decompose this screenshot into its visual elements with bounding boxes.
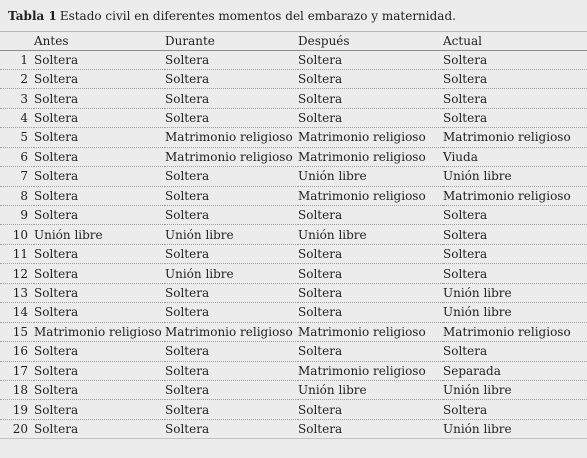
table-row bbox=[0, 400, 587, 419]
table-row bbox=[0, 89, 587, 108]
cell-despues: Soltera bbox=[298, 50, 443, 69]
cell-antes: Soltera bbox=[34, 244, 165, 263]
cell-antes: Soltera bbox=[34, 342, 165, 361]
table-row bbox=[0, 128, 587, 147]
cell-antes: Soltera bbox=[34, 283, 165, 302]
cell-actual: Matrimonio religioso bbox=[443, 322, 587, 341]
cell-despues: Unión libre bbox=[298, 380, 443, 399]
row-index: 15 bbox=[0, 322, 34, 341]
row-index: 8 bbox=[0, 186, 34, 205]
cell-despues: Soltera bbox=[298, 419, 443, 438]
cell-actual: Soltera bbox=[443, 108, 587, 127]
cell-antes: Soltera bbox=[34, 303, 165, 322]
cell-despues: Soltera bbox=[298, 303, 443, 322]
cell-actual: Soltera bbox=[443, 225, 587, 244]
cell-actual: Soltera bbox=[443, 50, 587, 69]
cell-actual: Soltera bbox=[443, 206, 587, 225]
cell-durante: Matrimonio religioso bbox=[165, 322, 298, 341]
cell-durante: Soltera bbox=[165, 244, 298, 263]
table-caption bbox=[0, 0, 587, 31]
cell-actual: Soltera bbox=[443, 264, 587, 283]
cell-antes: Soltera bbox=[34, 380, 165, 399]
table-row bbox=[0, 50, 587, 69]
table-row bbox=[0, 167, 587, 186]
row-index: 18 bbox=[0, 380, 34, 399]
cell-actual: Unión libre bbox=[443, 419, 587, 438]
cell-actual: Unión libre bbox=[443, 380, 587, 399]
table-row bbox=[0, 147, 587, 166]
cell-antes: Unión libre bbox=[34, 225, 165, 244]
cell-durante: Soltera bbox=[165, 108, 298, 127]
cell-actual: Viuda bbox=[443, 147, 587, 166]
cell-antes: Matrimonio religioso bbox=[34, 322, 165, 341]
cell-durante: Matrimonio religioso bbox=[165, 128, 298, 147]
cell-despues: Soltera bbox=[298, 244, 443, 263]
cell-despues: Soltera bbox=[298, 206, 443, 225]
cell-durante: Soltera bbox=[165, 206, 298, 225]
cell-durante: Soltera bbox=[165, 342, 298, 361]
table-row bbox=[0, 283, 587, 302]
cell-antes: Soltera bbox=[34, 264, 165, 283]
table-caption-text: Estado civil en diferentes momentos del embarazo y maternidad. bbox=[59, 8, 456, 23]
cell-actual: Unión libre bbox=[443, 283, 587, 302]
table-rows bbox=[0, 50, 587, 439]
table-body-panel bbox=[0, 31, 587, 458]
cell-durante: Soltera bbox=[165, 303, 298, 322]
row-index: 4 bbox=[0, 108, 34, 127]
row-index: 11 bbox=[0, 244, 34, 263]
row-index: 12 bbox=[0, 264, 34, 283]
table-row bbox=[0, 186, 587, 205]
row-index: 9 bbox=[0, 206, 34, 225]
cell-despues: Soltera bbox=[298, 283, 443, 302]
table-row bbox=[0, 206, 587, 225]
row-index: 16 bbox=[0, 342, 34, 361]
table-header bbox=[0, 32, 587, 50]
cell-durante: Soltera bbox=[165, 419, 298, 438]
cell-durante: Soltera bbox=[165, 283, 298, 302]
cell-actual: Soltera bbox=[443, 244, 587, 263]
table-row bbox=[0, 244, 587, 263]
cell-actual: Unión libre bbox=[443, 167, 587, 186]
table-row bbox=[0, 361, 587, 380]
row-index: 13 bbox=[0, 283, 34, 302]
cell-antes: Soltera bbox=[34, 69, 165, 88]
row-index: 19 bbox=[0, 400, 34, 419]
cell-durante: Unión libre bbox=[165, 264, 298, 283]
row-index: 10 bbox=[0, 225, 34, 244]
table-row bbox=[0, 322, 587, 341]
table-row bbox=[0, 69, 587, 88]
cell-despues: Matrimonio religioso bbox=[298, 361, 443, 380]
table-row bbox=[0, 264, 587, 283]
cell-durante: Unión libre bbox=[165, 225, 298, 244]
cell-actual: Soltera bbox=[443, 342, 587, 361]
cell-antes: Soltera bbox=[34, 147, 165, 166]
cell-despues: Soltera bbox=[298, 89, 443, 108]
cell-despues: Unión libre bbox=[298, 167, 443, 186]
table-row bbox=[0, 303, 587, 322]
header-antes: Antes bbox=[34, 32, 165, 50]
cell-actual: Soltera bbox=[443, 69, 587, 88]
cell-durante: Soltera bbox=[165, 167, 298, 186]
header-actual: Actual bbox=[443, 32, 587, 50]
row-index: 3 bbox=[0, 89, 34, 108]
cell-despues: Matrimonio religioso bbox=[298, 186, 443, 205]
cell-despues: Matrimonio religioso bbox=[298, 128, 443, 147]
cell-antes: Soltera bbox=[34, 206, 165, 225]
cell-durante: Soltera bbox=[165, 361, 298, 380]
cell-durante: Soltera bbox=[165, 380, 298, 399]
row-index: 7 bbox=[0, 167, 34, 186]
row-index: 5 bbox=[0, 128, 34, 147]
cell-actual: Soltera bbox=[443, 400, 587, 419]
cell-antes: Soltera bbox=[34, 361, 165, 380]
cell-antes: Soltera bbox=[34, 186, 165, 205]
row-index: 20 bbox=[0, 419, 34, 438]
row-index: 6 bbox=[0, 147, 34, 166]
cell-actual: Matrimonio religioso bbox=[443, 186, 587, 205]
row-index: 2 bbox=[0, 69, 34, 88]
cell-actual: Separada bbox=[443, 361, 587, 380]
cell-antes: Soltera bbox=[34, 128, 165, 147]
row-index: 14 bbox=[0, 303, 34, 322]
table-row bbox=[0, 225, 587, 244]
cell-despues: Soltera bbox=[298, 264, 443, 283]
cell-antes: Soltera bbox=[34, 400, 165, 419]
header-index bbox=[0, 32, 34, 50]
cell-antes: Soltera bbox=[34, 108, 165, 127]
cell-actual: Unión libre bbox=[443, 303, 587, 322]
cell-durante: Matrimonio religioso bbox=[165, 147, 298, 166]
cell-durante: Soltera bbox=[165, 400, 298, 419]
header-durante: Durante bbox=[165, 32, 298, 50]
cell-actual: Soltera bbox=[443, 89, 587, 108]
cell-antes: Soltera bbox=[34, 89, 165, 108]
cell-durante: Soltera bbox=[165, 50, 298, 69]
cell-despues: Soltera bbox=[298, 108, 443, 127]
table-row bbox=[0, 342, 587, 361]
cell-durante: Soltera bbox=[165, 69, 298, 88]
cell-despues: Soltera bbox=[298, 342, 443, 361]
row-index: 17 bbox=[0, 361, 34, 380]
header-despues: Después bbox=[298, 32, 443, 50]
row-index: 1 bbox=[0, 50, 34, 69]
cell-despues: Matrimonio religioso bbox=[298, 147, 443, 166]
marital-status-table bbox=[0, 32, 587, 439]
table-row bbox=[0, 108, 587, 127]
cell-despues: Unión libre bbox=[298, 225, 443, 244]
cell-despues: Matrimonio religioso bbox=[298, 322, 443, 341]
table-row bbox=[0, 380, 587, 399]
cell-despues: Soltera bbox=[298, 400, 443, 419]
cell-antes: Soltera bbox=[34, 167, 165, 186]
cell-durante: Soltera bbox=[165, 186, 298, 205]
cell-despues: Soltera bbox=[298, 69, 443, 88]
cell-antes: Soltera bbox=[34, 419, 165, 438]
cell-antes: Soltera bbox=[34, 50, 165, 69]
table-caption-title: Tabla 1 bbox=[8, 8, 57, 23]
cell-durante: Soltera bbox=[165, 89, 298, 108]
header-row bbox=[0, 32, 587, 50]
cell-actual: Matrimonio religioso bbox=[443, 128, 587, 147]
table-row bbox=[0, 419, 587, 438]
